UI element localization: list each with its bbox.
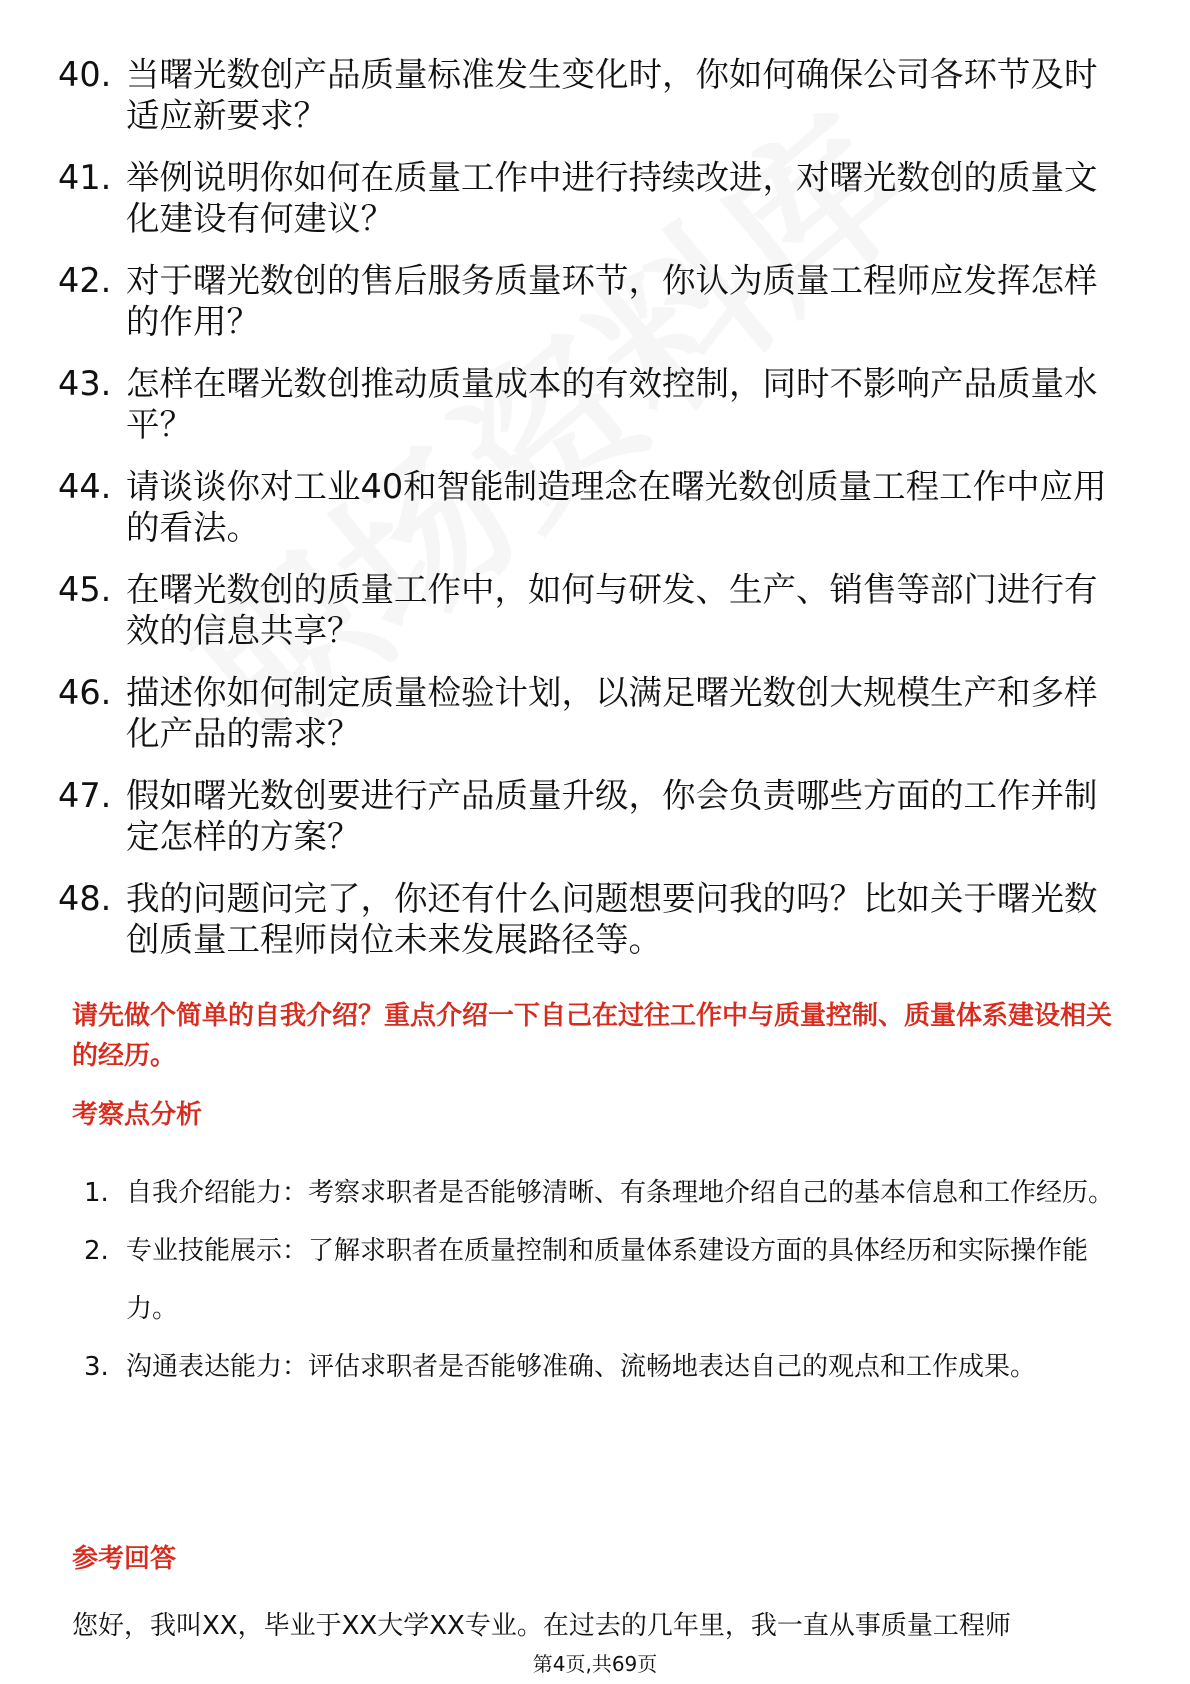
question-text: 举例说明你如何在质量工作中进行持续改进，对曙光数创的质量文化建设有何建议？	[126, 158, 1098, 238]
question-text: 请谈谈你对工业40和智能制造理念在曙光数创质量工程工作中应用的看法。	[126, 467, 1107, 547]
analysis-number: 2.	[84, 1236, 109, 1266]
analysis-number: 1.	[84, 1178, 109, 1208]
list-item	[84, 1338, 1124, 1396]
list-item	[84, 1164, 1124, 1222]
list-item	[58, 775, 1118, 857]
list-item	[58, 157, 1118, 239]
question-text: 描述你如何制定质量检验计划，以满足曙光数创大规模生产和多样化产品的需求？	[126, 673, 1098, 753]
question-number: 40.	[58, 55, 112, 94]
highlight-question: 请先做个简单的自我介绍？重点介绍一下自己在过往工作中与质量控制、质量体系建设相关的经历。	[72, 1001, 1113, 1071]
list-item	[58, 260, 1118, 342]
list-item	[58, 569, 1118, 651]
question-number: 41.	[58, 158, 112, 197]
analysis-number: 3.	[84, 1352, 109, 1382]
list-item	[58, 466, 1118, 548]
answer-text: 您好，我叫XX，毕业于XX大学XX专业。在过去的几年里，我一直从事质量工程师	[72, 1611, 1011, 1641]
question-text: 怎样在曙光数创推动质量成本的有效控制，同时不影响产品质量水平？	[126, 364, 1098, 444]
question-number: 48.	[58, 879, 112, 918]
answer-heading: 参考回答	[72, 1544, 177, 1574]
list-item	[58, 54, 1118, 136]
question-text: 我的问题问完了，你还有什么问题想要问我的吗？比如关于曙光数创质量工程师岗位未来发展路径等。	[126, 879, 1098, 959]
analysis-text: 沟通表达能力：评估求职者是否能够准确、流畅地表达自己的观点和工作成果。	[126, 1352, 1037, 1382]
page-number: 第4页,共69页	[529, 1652, 662, 1676]
question-text: 假如曙光数创要进行产品质量升级，你会负责哪些方面的工作并制定怎样的方案？	[126, 776, 1098, 856]
question-text: 对于曙光数创的售后服务质量环节，你认为质量工程师应发挥怎样的作用？	[126, 261, 1098, 341]
question-number: 44.	[58, 467, 112, 506]
page-footer	[0, 1648, 1190, 1677]
list-item	[84, 1222, 1124, 1338]
question-number: 45.	[58, 570, 112, 609]
question-text: 在曙光数创的质量工作中，如何与研发、生产、销售等部门进行有效的信息共享？	[126, 570, 1098, 650]
analysis-heading: 考察点分析	[72, 1100, 203, 1130]
analysis-list	[84, 1164, 1124, 1396]
analysis-text: 自我介绍能力：考察求职者是否能够清晰、有条理地介绍自己的基本信息和工作经历。	[126, 1178, 1115, 1208]
list-item	[58, 878, 1118, 960]
list-item	[58, 363, 1118, 445]
analysis-text: 专业技能展示：了解求职者在质量控制和质量体系建设方面的具体经历和实际操作能力。	[126, 1236, 1089, 1324]
list-item	[58, 672, 1118, 754]
question-list	[58, 54, 1118, 981]
question-number: 47.	[58, 776, 112, 815]
question-number: 43.	[58, 364, 112, 403]
question-number: 42.	[58, 261, 112, 300]
question-text: 当曙光数创产品质量标准发生变化时，你如何确保公司各环节及时适应新要求？	[126, 55, 1098, 135]
question-number: 46.	[58, 673, 112, 712]
